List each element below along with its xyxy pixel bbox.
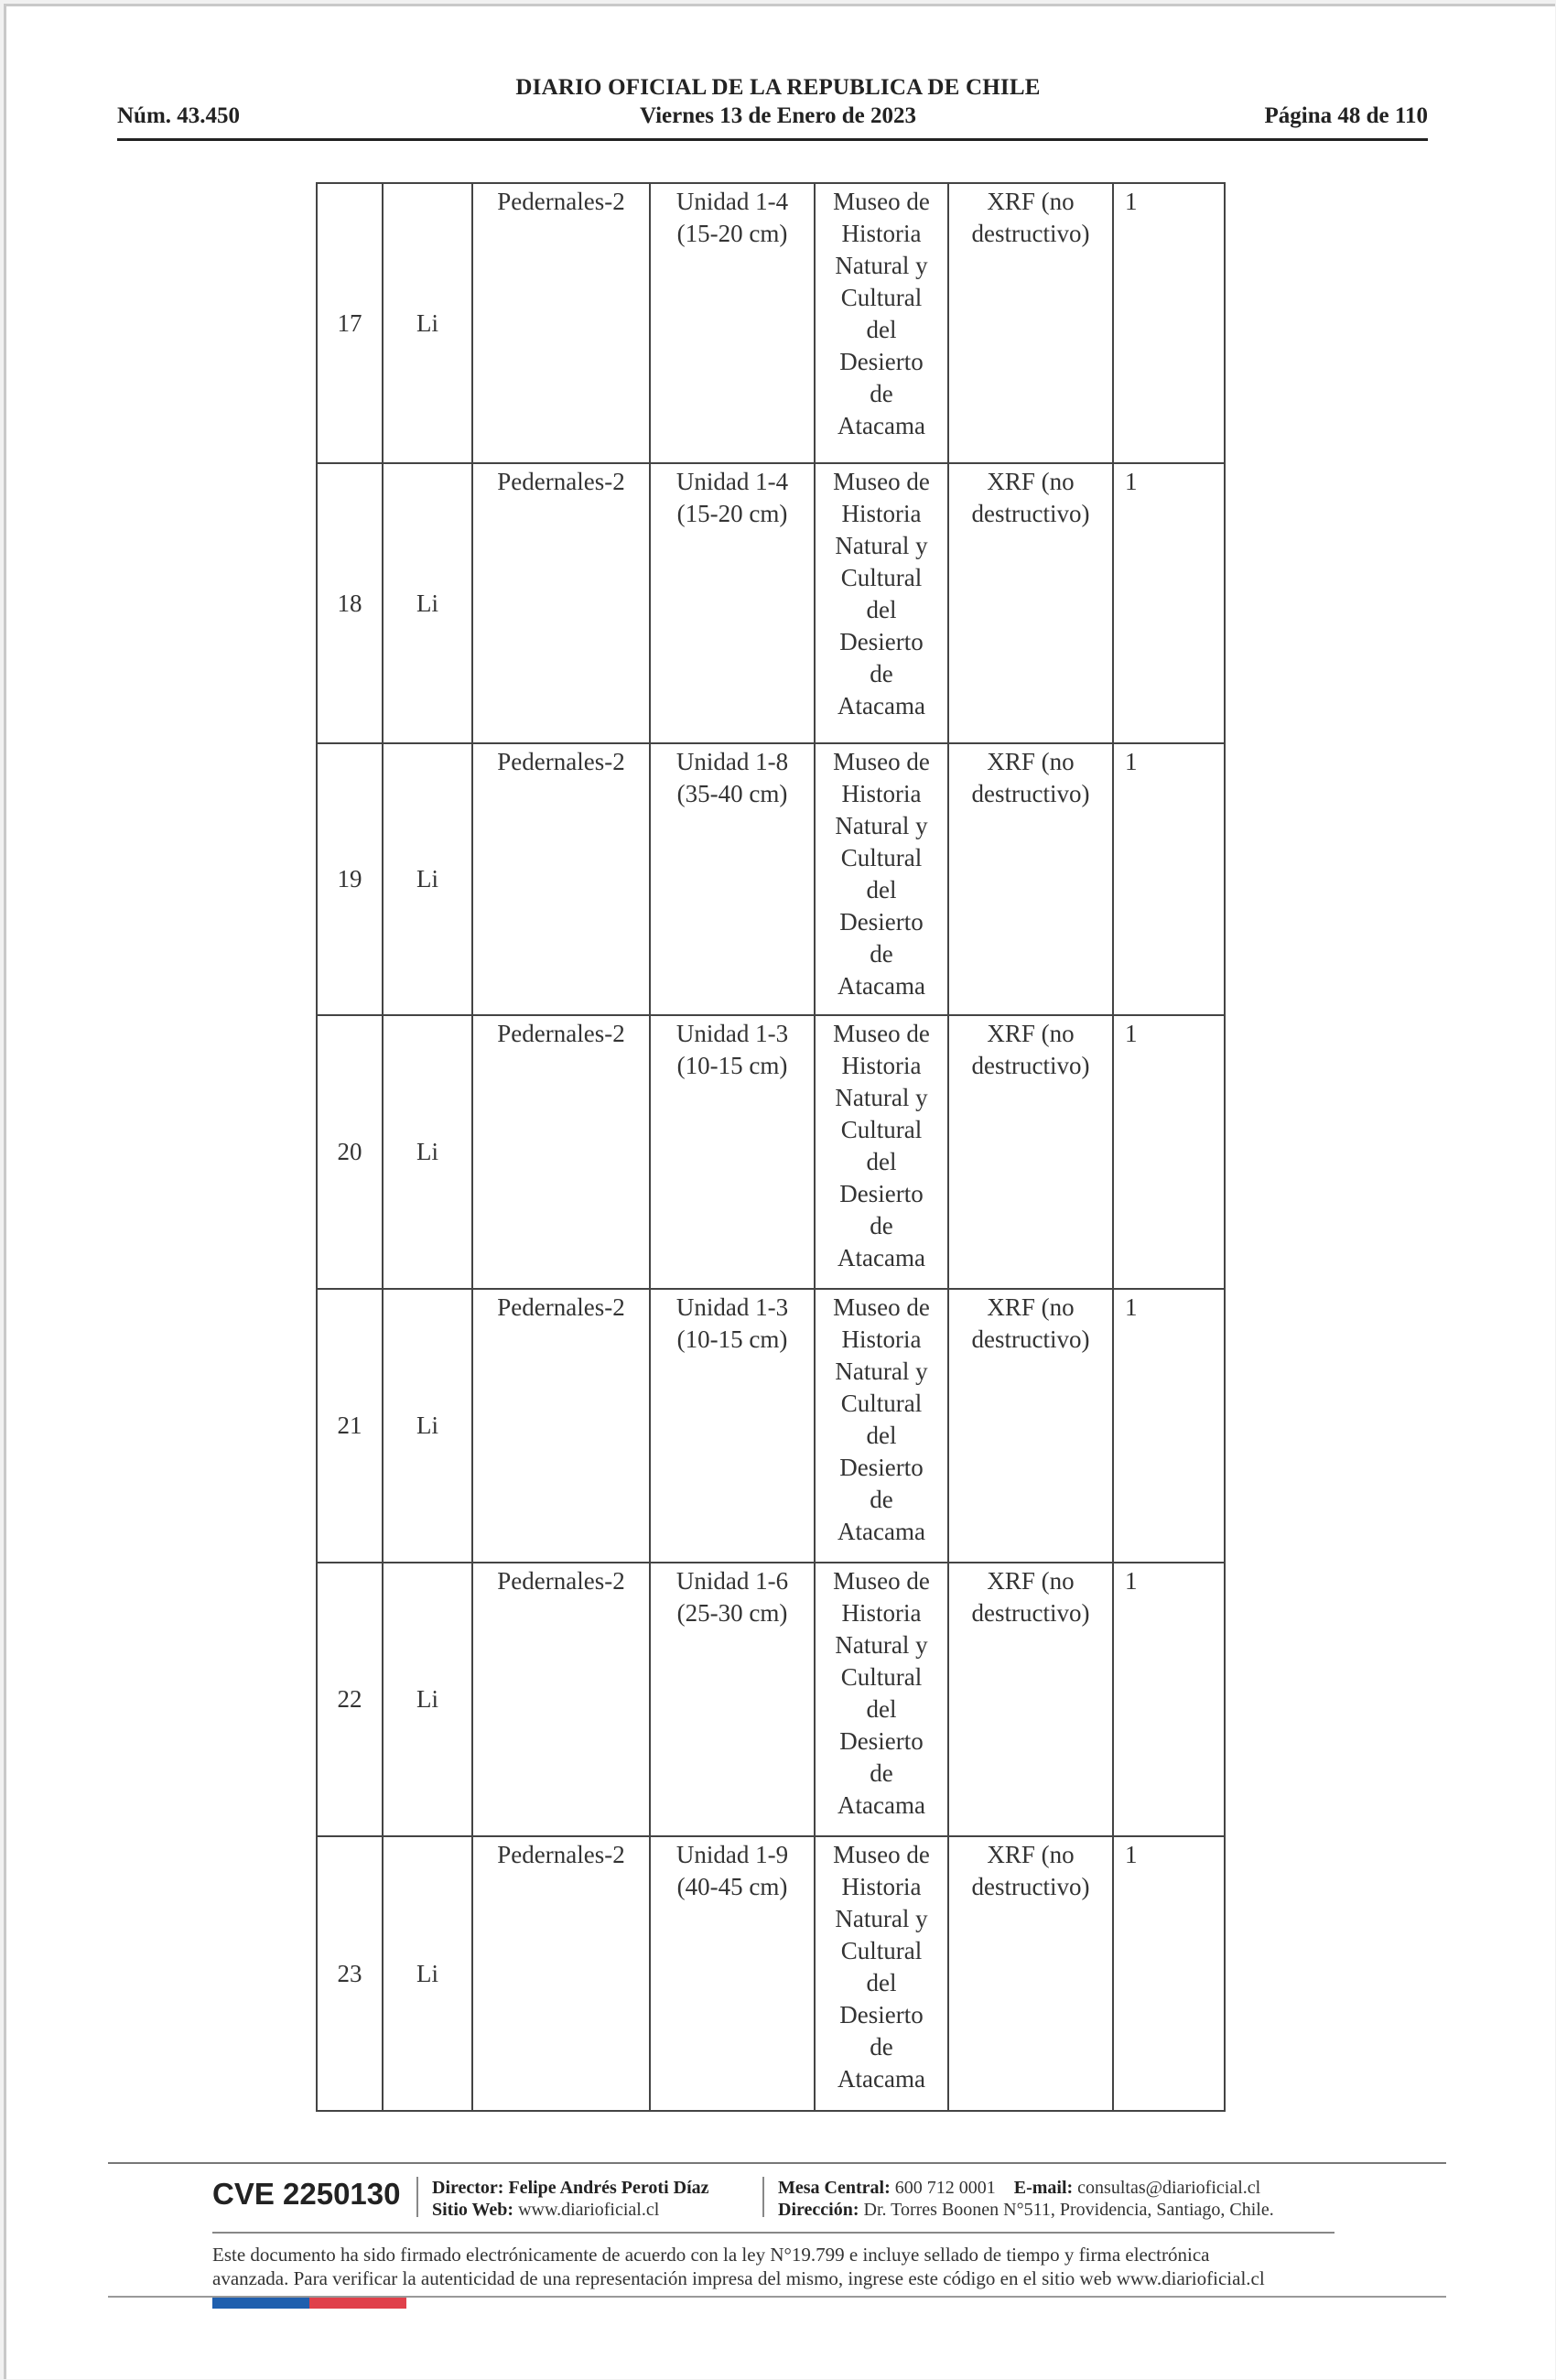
header-divider <box>117 138 1428 141</box>
mesa-label: Mesa Central: <box>778 2178 891 2198</box>
cell-museum-line: Museo de <box>833 1293 930 1321</box>
cell-analysis-line: destructivo) <box>971 220 1090 247</box>
cell-number: 22 <box>317 1563 383 1836</box>
cell-unit <box>650 183 815 463</box>
table-row <box>317 1289 1225 1563</box>
cell-museum-line: del <box>866 1695 897 1723</box>
cell-unit-line: Unidad 1-3 <box>675 1293 789 1321</box>
newspaper-title: DIARIO OFICIAL DE LA REPUBLICA DE CHILE <box>515 75 1041 100</box>
legal-line-2: avanzada. Para verificar la autenticidad de una representación impresa del mismo, ingrese este código en el sitio web www.diarioficial.cl <box>212 2267 1265 2289</box>
cell-element: Li <box>383 1015 472 1289</box>
cell-analysis-line: destructivo) <box>971 1052 1090 1079</box>
flag-stripe-blue <box>212 2298 309 2309</box>
cell-unit-line: Unidad 1-3 <box>675 1020 789 1047</box>
cell-unit-line: (25-30 cm) <box>676 1599 788 1627</box>
cell-unit <box>650 1289 815 1563</box>
cell-museum-line: Cultural <box>840 844 923 871</box>
table-row <box>317 183 1225 463</box>
cell-museum-line: Natural y <box>835 1358 928 1385</box>
cell-museum-line: de <box>870 380 893 407</box>
cell-museum-line: Desierto <box>839 908 924 936</box>
cell-museum-line: de <box>870 2033 893 2061</box>
cell-museum-line: Museo de <box>833 188 930 215</box>
cell-museum-line: Atacama <box>837 972 925 1000</box>
website-label: Sitio Web: <box>432 2200 514 2220</box>
cell-quantity: 1 <box>1113 1836 1225 2111</box>
cell-museum <box>815 1015 948 1289</box>
cell-element: Li <box>383 183 472 463</box>
cell-analysis-line: destructivo) <box>971 1599 1090 1627</box>
cell-quantity: 1 <box>1113 1289 1225 1563</box>
table-row <box>317 743 1225 1015</box>
cell-analysis <box>948 463 1113 743</box>
table-row <box>317 1015 1225 1289</box>
cell-museum-line: Cultural <box>840 1663 923 1691</box>
cell-element: Li <box>383 743 472 1015</box>
cell-museum-line: del <box>866 1422 897 1449</box>
cell-unit-line: (15-20 cm) <box>676 500 788 527</box>
cell-unit-line: Unidad 1-4 <box>675 188 789 215</box>
cell-museum-line: Atacama <box>837 1791 925 1819</box>
cell-museum-line: de <box>870 1212 893 1239</box>
cell-museum-line: de <box>870 660 893 687</box>
cell-unit <box>650 1563 815 1836</box>
cell-museum <box>815 463 948 743</box>
cell-number: 23 <box>317 1836 383 2111</box>
cell-analysis-line: XRF (no <box>987 188 1075 215</box>
address-label: Dirección: <box>778 2200 859 2220</box>
cell-unit-line: (35-40 cm) <box>676 780 788 807</box>
cell-analysis <box>948 1015 1113 1289</box>
cell-museum-line: Historia <box>841 1052 922 1079</box>
cell-museum-line: Cultural <box>840 1937 923 1964</box>
cell-number: 21 <box>317 1289 383 1563</box>
cell-museum-line: del <box>866 316 897 343</box>
cell-unit-line: (10-15 cm) <box>676 1052 788 1079</box>
table-row <box>317 1836 1225 2111</box>
cell-unit-line: Unidad 1-4 <box>675 468 789 495</box>
cell-museum-line: Historia <box>841 500 922 527</box>
cell-museum-line: Desierto <box>839 348 924 375</box>
cell-unit <box>650 463 815 743</box>
cell-museum-line: del <box>866 596 897 623</box>
cell-museum-line: Historia <box>841 1325 922 1353</box>
cell-site: Pedernales-2 <box>472 1836 650 2111</box>
cell-quantity: 1 <box>1113 183 1225 463</box>
cell-museum-line: de <box>870 1759 893 1787</box>
cell-museum <box>815 1563 948 1836</box>
footer-contact-block <box>778 2177 1274 2221</box>
cell-unit-line: Unidad 1-6 <box>675 1567 789 1595</box>
cell-number: 19 <box>317 743 383 1015</box>
cell-museum <box>815 183 948 463</box>
cell-analysis-line: XRF (no <box>987 1567 1075 1595</box>
cell-museum-line: Historia <box>841 1599 922 1627</box>
cell-museum-line: Cultural <box>840 564 923 591</box>
samples-table <box>316 182 1226 2112</box>
cell-analysis-line: destructivo) <box>971 780 1090 807</box>
cell-museum-line: Museo de <box>833 1841 930 1868</box>
cell-site: Pedernales-2 <box>472 1289 650 1563</box>
cell-museum <box>815 1836 948 2111</box>
cell-number: 17 <box>317 183 383 463</box>
cell-museum-line: Desierto <box>839 1727 924 1755</box>
cell-unit-line: (10-15 cm) <box>676 1325 788 1353</box>
cell-museum-line: Atacama <box>837 1244 925 1271</box>
table-row <box>317 1563 1225 1836</box>
cell-museum-line: Desierto <box>839 1454 924 1481</box>
legal-line-1: Este documento ha sido firmado electrónicamente de acuerdo con la ley N°19.799 e incluye sellado de tiempo y firma electrónica <box>212 2244 1210 2266</box>
footer-separator <box>762 2177 764 2217</box>
cell-element: Li <box>383 463 472 743</box>
cell-museum-line: del <box>866 1969 897 1996</box>
table-row <box>317 463 1225 743</box>
cell-museum-line: Desierto <box>839 2001 924 2028</box>
cell-museum-line: Historia <box>841 780 922 807</box>
cell-analysis <box>948 1289 1113 1563</box>
cell-analysis-line: XRF (no <box>987 748 1075 775</box>
director-label: Director: <box>432 2178 504 2198</box>
cell-museum-line: Atacama <box>837 412 925 439</box>
cell-analysis-line: XRF (no <box>987 468 1075 495</box>
issue-number: Núm. 43.450 <box>117 103 241 128</box>
footer-director-block <box>432 2177 709 2221</box>
cell-museum-line: Museo de <box>833 468 930 495</box>
cell-museum-line: Natural y <box>835 532 928 559</box>
cell-analysis-line: XRF (no <box>987 1020 1075 1047</box>
cell-museum-line: Natural y <box>835 252 928 279</box>
cell-museum-line: Natural y <box>835 1631 928 1659</box>
footer-divider-mid <box>212 2232 1334 2234</box>
cell-museum-line: Museo de <box>833 748 930 775</box>
cell-quantity: 1 <box>1113 1015 1225 1289</box>
cell-site: Pedernales-2 <box>472 1563 650 1836</box>
address-value: Dr. Torres Boonen N°511, Providencia, Santiago, Chile. <box>863 2200 1274 2220</box>
cell-museum-line: Natural y <box>835 812 928 839</box>
cell-museum-line: del <box>866 876 897 903</box>
cell-museum-line: Atacama <box>837 692 925 719</box>
cell-unit <box>650 743 815 1015</box>
cell-analysis-line: destructivo) <box>971 1873 1090 1900</box>
cell-site: Pedernales-2 <box>472 743 650 1015</box>
cell-museum-line: Historia <box>841 1873 922 1900</box>
cell-element: Li <box>383 1289 472 1563</box>
cell-museum-line: Museo de <box>833 1020 930 1047</box>
cell-analysis-line: XRF (no <box>987 1293 1075 1321</box>
cell-site: Pedernales-2 <box>472 463 650 743</box>
cell-museum-line: Natural y <box>835 1084 928 1111</box>
footer-divider-top <box>108 2162 1446 2164</box>
cell-museum <box>815 743 948 1015</box>
cell-analysis <box>948 743 1113 1015</box>
legal-notice <box>212 2243 1402 2290</box>
cell-museum-line: Atacama <box>837 2065 925 2093</box>
cell-museum-line: Natural y <box>835 1905 928 1932</box>
director-name: Felipe Andrés Peroti Díaz <box>508 2178 709 2198</box>
cell-number: 18 <box>317 463 383 743</box>
cell-museum-line: Cultural <box>840 1116 923 1143</box>
cell-museum-line: Atacama <box>837 1518 925 1545</box>
cell-unit <box>650 1836 815 2111</box>
cell-unit-line: (15-20 cm) <box>676 220 788 247</box>
cell-museum-line: Cultural <box>840 1390 923 1417</box>
email-label: E-mail: <box>1013 2178 1074 2198</box>
cell-analysis-line: XRF (no <box>987 1841 1075 1868</box>
cell-museum-line: de <box>870 1486 893 1513</box>
issue-date: Viernes 13 de Enero de 2023 <box>639 103 917 128</box>
cell-quantity: 1 <box>1113 1563 1225 1836</box>
cell-quantity: 1 <box>1113 743 1225 1015</box>
cell-site: Pedernales-2 <box>472 1015 650 1289</box>
mesa-phone: 600 712 0001 <box>894 2178 996 2198</box>
cell-unit-line: (40-45 cm) <box>676 1873 788 1900</box>
cell-museum-line: Desierto <box>839 628 924 655</box>
cell-number: 20 <box>317 1015 383 1289</box>
cell-unit-line: Unidad 1-9 <box>675 1841 789 1868</box>
cell-museum-line: Historia <box>841 220 922 247</box>
email-link[interactable]: consultas@diarioficial.cl <box>1077 2178 1261 2198</box>
cell-museum <box>815 1289 948 1563</box>
page-indicator: Página 48 de 110 <box>1264 103 1428 128</box>
cell-analysis <box>948 183 1113 463</box>
cell-museum-line: del <box>866 1148 897 1175</box>
cell-unit <box>650 1015 815 1289</box>
cell-element: Li <box>383 1563 472 1836</box>
website-link[interactable]: www.diarioficial.cl <box>518 2200 660 2220</box>
footer-separator <box>416 2177 418 2217</box>
cell-analysis-line: destructivo) <box>971 500 1090 527</box>
cell-museum-line: Museo de <box>833 1567 930 1595</box>
cell-analysis <box>948 1563 1113 1836</box>
cell-analysis-line: destructivo) <box>971 1325 1090 1353</box>
flag-stripe-red <box>309 2298 406 2309</box>
cell-museum-line: de <box>870 940 893 968</box>
cell-quantity: 1 <box>1113 463 1225 743</box>
cell-unit-line: Unidad 1-8 <box>675 748 789 775</box>
cell-museum-line: Cultural <box>840 284 923 311</box>
cell-element: Li <box>383 1836 472 2111</box>
cve-code: CVE 2250130 <box>212 2177 401 2211</box>
cell-museum-line: Desierto <box>839 1180 924 1207</box>
cell-analysis <box>948 1836 1113 2111</box>
cell-site: Pedernales-2 <box>472 183 650 463</box>
